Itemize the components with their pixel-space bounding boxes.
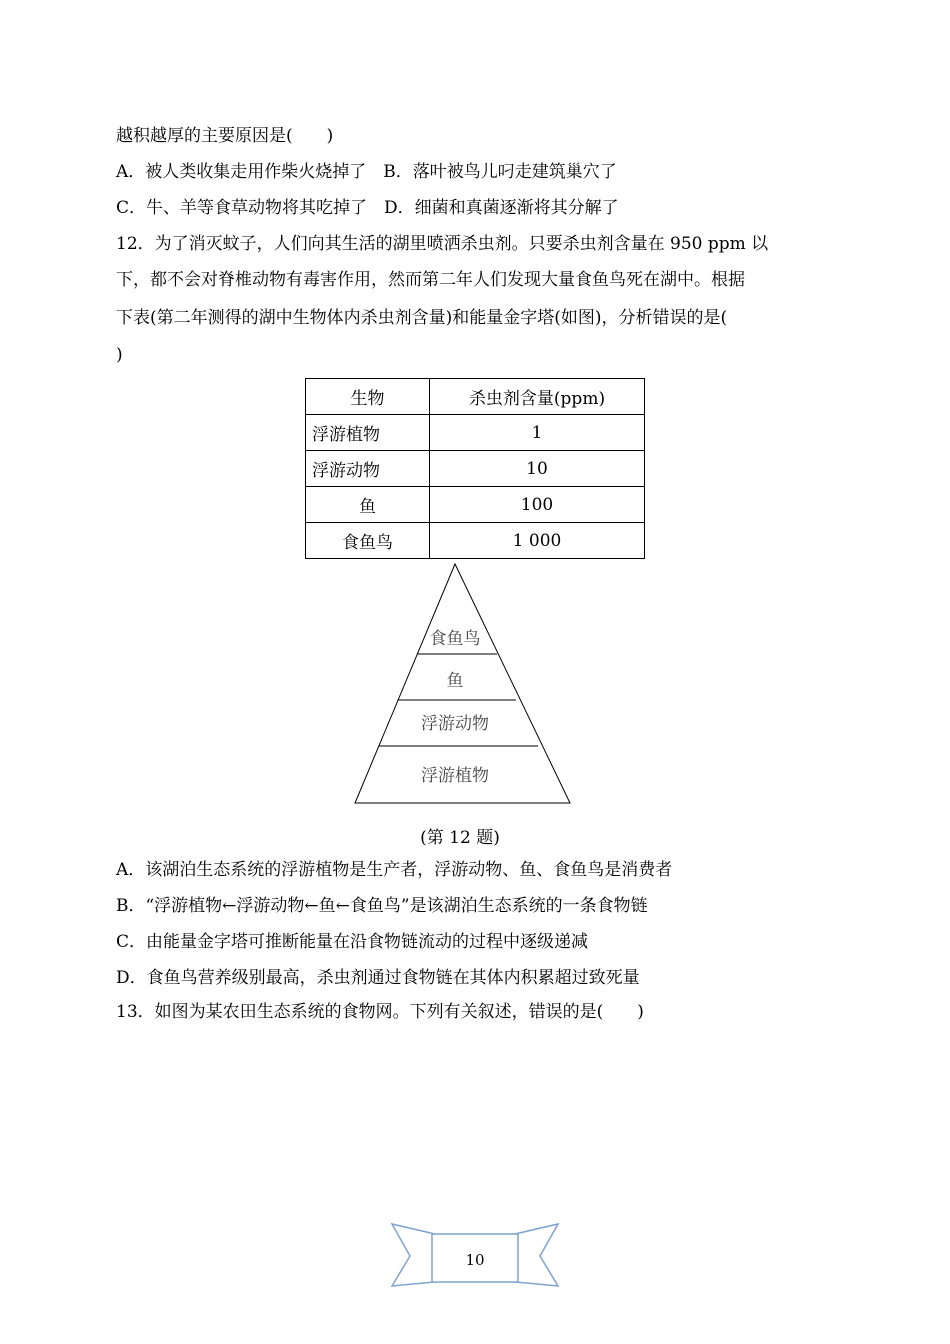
q12-stem-line-4: ) bbox=[116, 345, 123, 365]
table-row bbox=[306, 451, 645, 487]
q12-option-a: A．该湖泊生态系统的浮游植物是生产者，浮游动物、鱼、食鱼鸟是消费者 bbox=[116, 860, 673, 880]
table-cell-organism: 浮游植物 bbox=[306, 415, 430, 451]
q11-stem-end: 越积越厚的主要原因是( ) bbox=[116, 126, 334, 146]
table-cell-value: 1 bbox=[430, 415, 645, 451]
q13-stem: 13．如图为某农田生态系统的食物网。下列有关叙述，错误的是( ) bbox=[116, 1002, 644, 1022]
page-number: 10 bbox=[465, 1251, 485, 1269]
q12-option-c: C．由能量金字塔可推断能量在沿食物链流动的过程中逐级递减 bbox=[116, 932, 589, 952]
q12-stem-line-2: 下，都不会对脊椎动物有毒害作用，然而第二年人们发现大量食鱼鸟死在湖中。根据 bbox=[116, 270, 745, 290]
q11-options-cd: C．牛、羊等食草动物将其吃掉了 D．细菌和真菌逐渐将其分解了 bbox=[116, 198, 619, 218]
figure-caption: (第 12 题) bbox=[420, 828, 500, 848]
pyramid-level-label: 食鱼鸟 bbox=[429, 629, 481, 649]
q12-stem-line-3: 下表(第二年测得的湖中生物体内杀虫剂含量)和能量金字塔(如图)，分析错误的是( bbox=[116, 308, 728, 328]
table-cell-value: 1 000 bbox=[430, 523, 645, 559]
pyramid-level-label: 浮游植物 bbox=[421, 766, 489, 786]
pyramid-level-label: 浮游动物 bbox=[421, 714, 489, 734]
pyramid-level-label: 鱼 bbox=[446, 671, 464, 691]
q11-options-ab: A．被人类收集走用作柴火烧掉了 B．落叶被鸟儿叼走建筑巢穴了 bbox=[116, 162, 617, 182]
ribbon-left bbox=[392, 1224, 435, 1286]
table-row bbox=[306, 523, 645, 559]
table-header-row bbox=[306, 379, 645, 415]
page-number-badge bbox=[390, 1220, 560, 1290]
table-cell-value: 100 bbox=[430, 487, 645, 523]
table-cell-value: 10 bbox=[430, 451, 645, 487]
q12-option-d: D．食鱼鸟营养级别最高，杀虫剂通过食物链在其体内积累超过致死量 bbox=[116, 968, 640, 988]
table-cell-organism: 食鱼鸟 bbox=[306, 523, 430, 559]
table-cell-organism: 鱼 bbox=[306, 487, 430, 523]
table-header-organism: 生物 bbox=[306, 379, 430, 415]
table-header-content: 杀虫剂含量(ppm) bbox=[430, 379, 645, 415]
table-cell-organism: 浮游动物 bbox=[306, 451, 430, 487]
table-row bbox=[306, 487, 645, 523]
pesticide-table bbox=[305, 378, 645, 559]
q12-option-b: B．“浮游植物←浮游动物←鱼←食鱼鸟”是该湖泊生态系统的一条食物链 bbox=[116, 896, 648, 916]
q12-stem-line-1: 12．为了消灭蚊子，人们向其生活的湖里喷洒杀虫剂。只要杀虫剂含量在 950 ppm 以 bbox=[116, 234, 769, 254]
table-row bbox=[306, 415, 645, 451]
energy-pyramid bbox=[350, 560, 580, 808]
ribbon-right bbox=[515, 1224, 558, 1286]
